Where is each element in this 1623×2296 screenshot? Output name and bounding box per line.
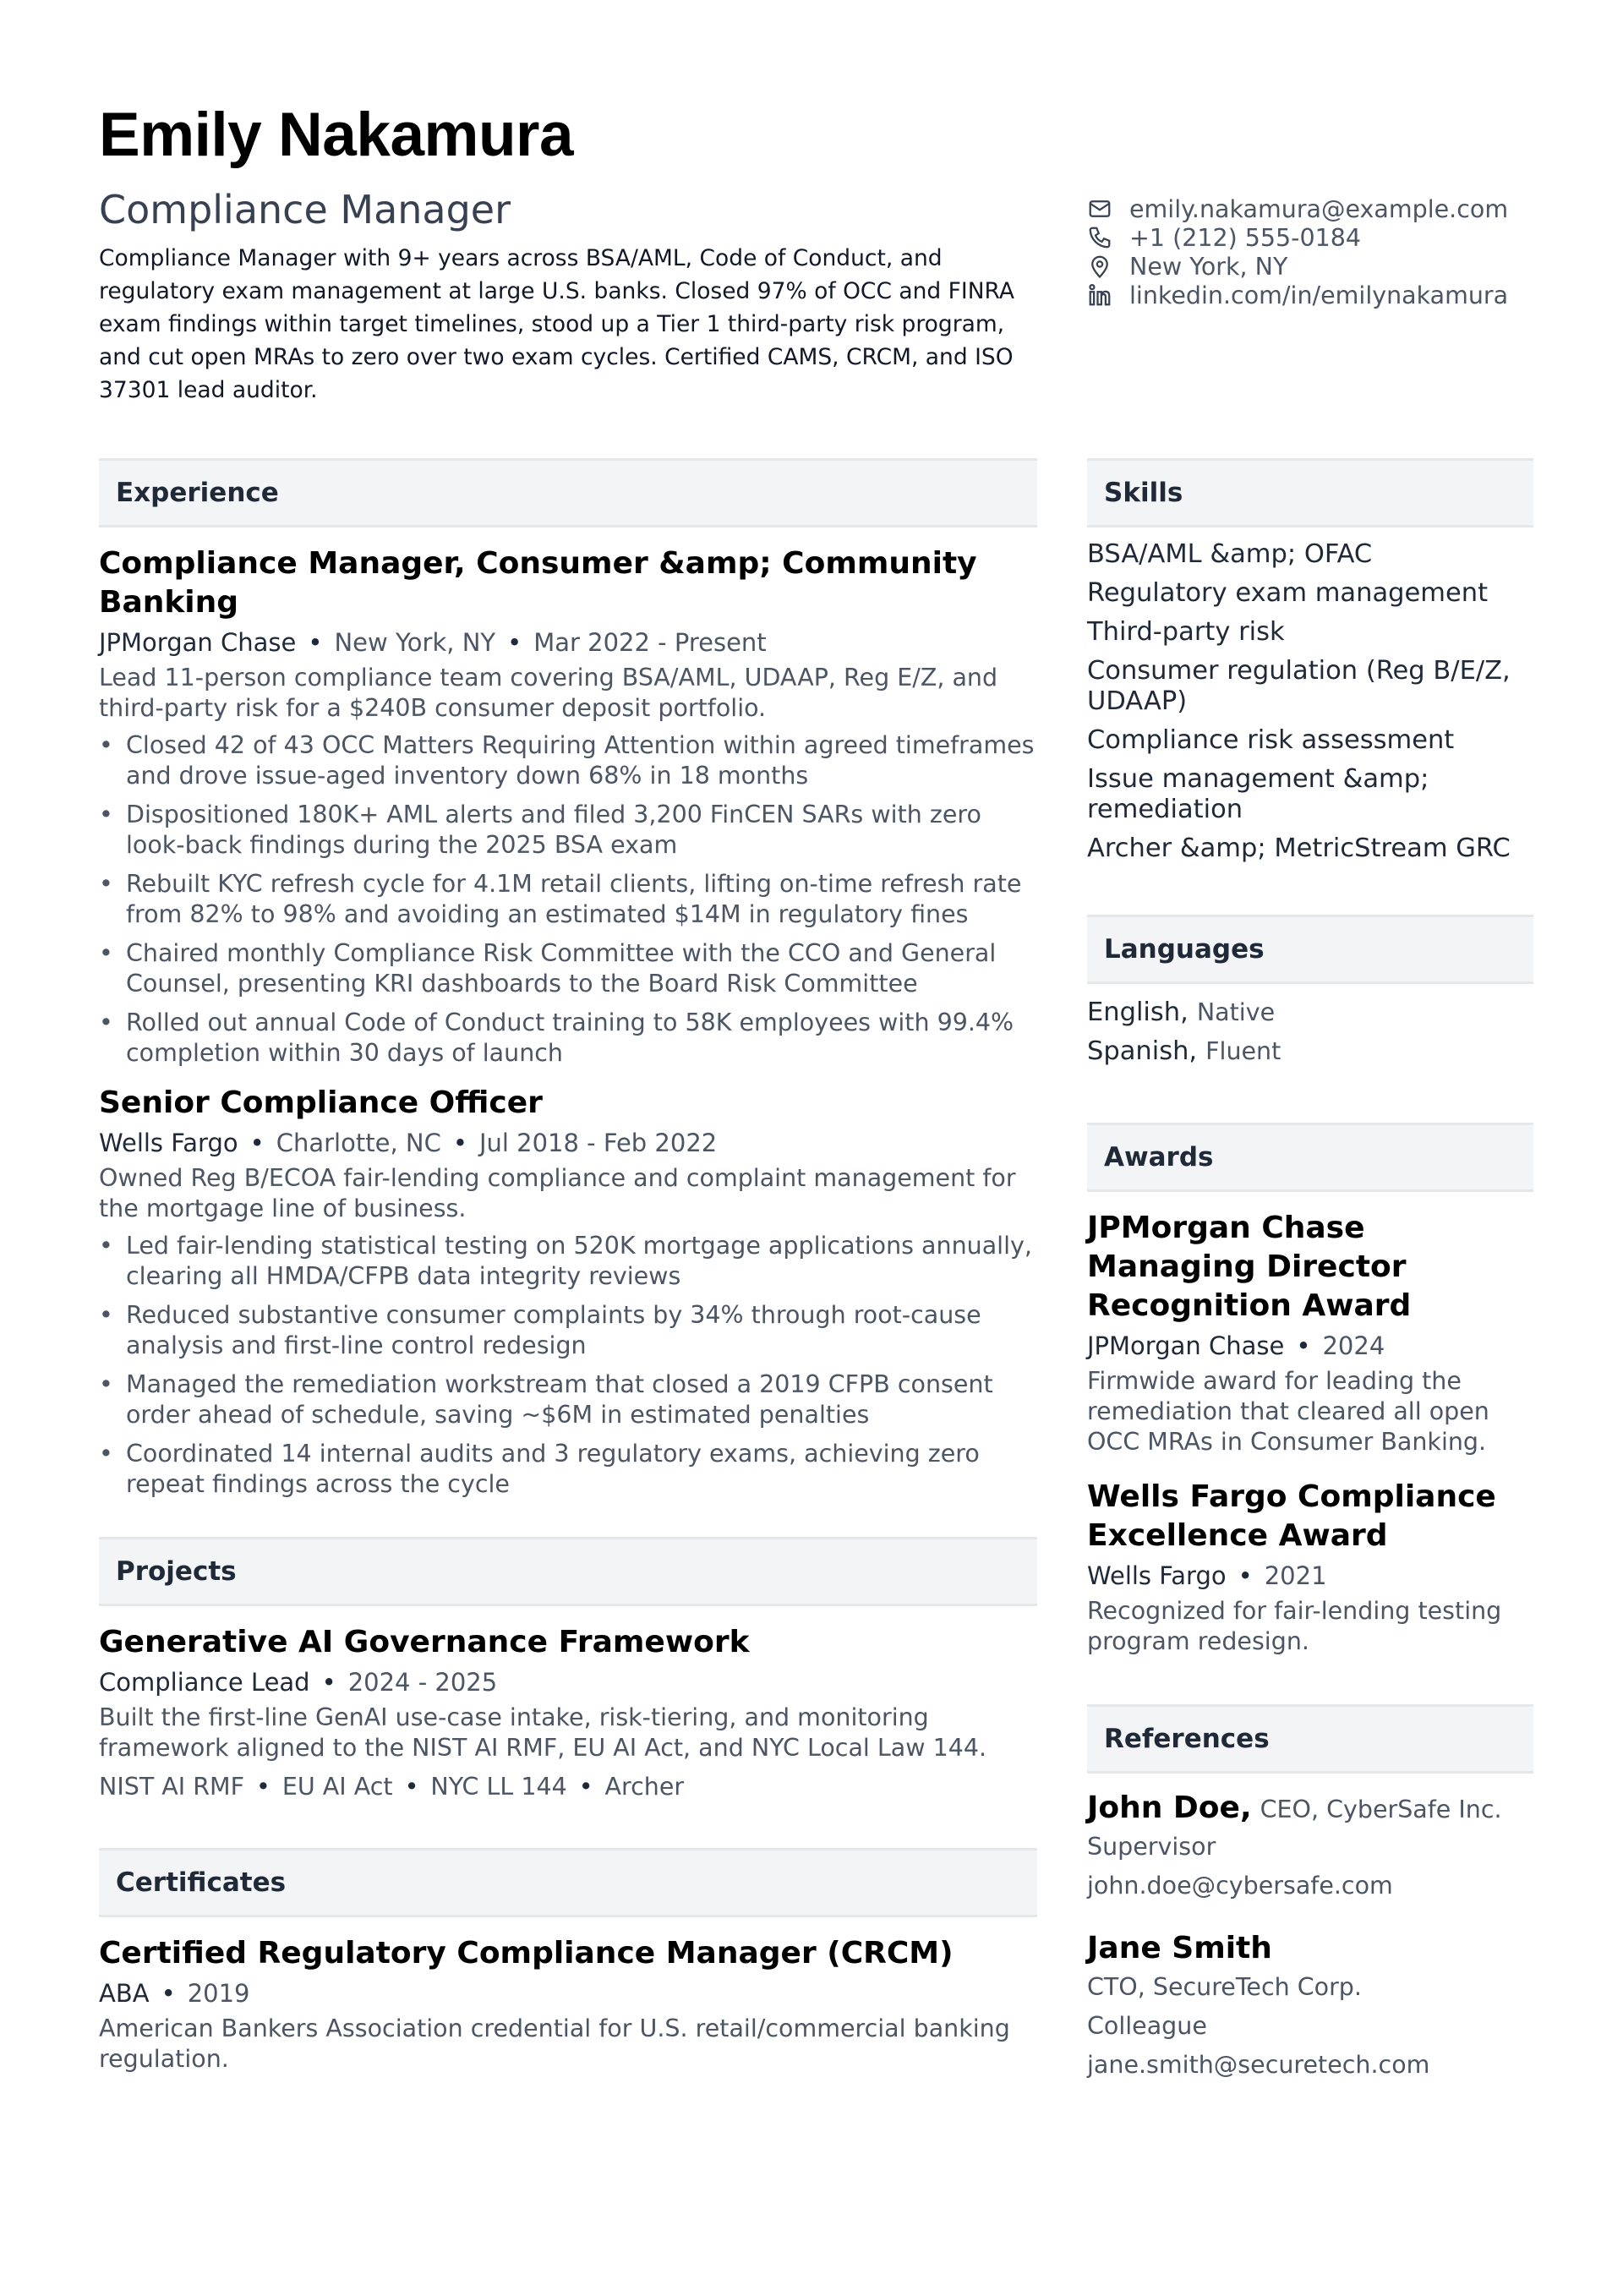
phone-text: +1 (212) 555-0184 [1129, 223, 1361, 252]
project-tags: NIST AI RMF • EU AI Act • NYC LL 144 • Archer [99, 1773, 685, 1801]
skill-item: Third-party risk [1087, 617, 1285, 647]
language-item [1087, 1036, 1533, 1067]
skill-item: Archer &amp; MetricStream GRC [1087, 834, 1511, 863]
list-item: • Closed 42 of 43 OCC Matters Requiring Attention within agreed timeframes and drove issue-aged inventory down 68% in 18 months [99, 730, 1037, 791]
section-heading-certificates: Certificates [99, 1848, 1037, 1917]
award-meta: JPMorgan Chase • 2024 [1087, 1331, 1385, 1360]
experience-entry [99, 1084, 1037, 1500]
job-dates: Mar 2022 - Present [533, 628, 767, 657]
job-bullets [99, 1231, 1037, 1500]
section-heading-experience: Experience [99, 458, 1037, 528]
candidate-name: Emily Nakamura [99, 101, 574, 169]
job-meta: Wells Fargo • Charlotte, NC • Jul 2018 - Feb 2022 [99, 1129, 718, 1157]
certificate-meta: ABA • 2019 [99, 1979, 250, 2008]
award-year: 2021 [1264, 1561, 1327, 1590]
job-company: JPMorgan Chase [99, 628, 297, 657]
reference-relation: Colleague [1087, 2012, 1207, 2040]
languages-list [1087, 998, 1533, 1067]
list-item: • Led fair-lending statistical testing on 520K mortgage applications annually, clearing all HMDA/CFPB data integrity reviews [99, 1231, 1037, 1292]
section-heading-skills: Skills [1087, 458, 1533, 528]
location-pin-icon [1087, 254, 1112, 279]
section-heading-languages: Languages [1087, 915, 1533, 984]
list-item: • Rolled out annual Code of Conduct training to 58K employees with 99.4% completion within 30 days of launch [99, 1008, 1037, 1069]
reference-entry [1087, 1789, 1533, 1905]
reference-position: CTO, SecureTech Corp. [1087, 1973, 1362, 2001]
award-issuer: JPMorgan Chase [1087, 1331, 1285, 1360]
list-item: • Dispositioned 180K+ AML alerts and filed 3,200 FinCEN SARs with zero look-back findings during the 2025 BSA exam [99, 800, 1037, 861]
list-item: • Rebuilt KYC refresh cycle for 4.1M retail clients, lifting on-time refresh rate from 82% to 98% and avoiding an estimated $14M in regulatory fines [99, 869, 1037, 930]
skill-item: Regulatory exam management [1087, 578, 1489, 608]
reference-position: CEO, CyberSafe Inc. [1260, 1796, 1502, 1823]
award-description: Firmwide award for leading the remediation that cleared all open OCC MRAs in Consumer Banking. [1087, 1367, 1489, 1456]
job-meta: JPMorgan Chase • New York, NY • Mar 2022 - Present [99, 628, 767, 657]
job-bullets [99, 730, 1037, 1069]
job-title: Compliance Manager, Consumer &amp; Community Banking [99, 546, 977, 620]
job-dates: Jul 2018 - Feb 2022 [478, 1129, 718, 1157]
project-tag: EU AI Act [281, 1773, 393, 1801]
award-entry [1087, 1478, 1533, 1657]
project-tag: Archer [604, 1773, 685, 1801]
contact-location [1087, 252, 1527, 281]
list-item: • Reduced substantive consumer complaints by 34% through root-cause analysis and first-line control redesign [99, 1300, 1037, 1361]
award-year: 2024 [1322, 1331, 1385, 1360]
candidate-title: Compliance Manager [99, 187, 511, 232]
job-description: Lead 11-person compliance team covering BSA/AML, UDAAP, Reg E/Z, and third-party risk for a $240B consumer deposit portfolio. [99, 664, 998, 722]
job-location: New York, NY [334, 628, 496, 657]
summary-text: Compliance Manager with 9+ years across BSA/AML, Code of Conduct, and regulatory exam management at large U.S. banks. Closed 97% of OCC and FINRA exam findings within target timelines, stood up a Tier 1 third-party risk program, and cut open MRAs to zero over two exam cycles. Certified CAMS, CRCM, and ISO 37301 lead auditor. [99, 245, 1014, 403]
certificate-year: 2019 [187, 1979, 250, 2008]
job-title: Senior Compliance Officer [99, 1085, 543, 1120]
language-level: Native [1196, 998, 1276, 1026]
reference-name: John Doe, [1087, 1790, 1252, 1825]
skill-item: Issue management &amp; remediation [1087, 764, 1429, 824]
language-level: Fluent [1205, 1037, 1281, 1065]
award-title: JPMorgan Chase Managing Director Recognition Award [1087, 1211, 1412, 1323]
project-role: Compliance Lead [99, 1668, 310, 1697]
contact-linkedin[interactable] [1087, 281, 1527, 309]
reference-email[interactable]: john.doe@cybersafe.com [1087, 1872, 1393, 1900]
list-item: • Coordinated 14 internal audits and 3 regulatory exams, achieving zero repeat findings across the cycle [99, 1439, 1037, 1500]
certificate-issuer: ABA [99, 1979, 150, 2008]
section-heading-awards: Awards [1087, 1123, 1533, 1192]
section-heading-references: References [1087, 1704, 1533, 1774]
project-dates: 2024 - 2025 [347, 1668, 498, 1697]
language-name: Spanish, [1087, 1036, 1198, 1066]
reference-entry [1087, 1929, 1533, 2085]
linkedin-icon [1087, 282, 1112, 308]
email-text: emily.nakamura@example.com [1129, 194, 1509, 223]
contact-phone[interactable] [1087, 223, 1527, 252]
reference-name: Jane Smith [1087, 1931, 1272, 1965]
project-tag: NIST AI RMF [99, 1773, 245, 1801]
award-description: Recognized for fair-lending testing program redesign. [1087, 1597, 1502, 1655]
certificate-description: American Bankers Association credential for U.S. retail/commercial banking regulation. [99, 2014, 1010, 2073]
language-item [1087, 998, 1533, 1028]
contact-block [1087, 194, 1527, 309]
main-column [99, 458, 1037, 2075]
certificate-entry [99, 1934, 1037, 2075]
linkedin-text: linkedin.com/in/emilynakamura [1129, 281, 1509, 309]
language-name: English, [1087, 998, 1189, 1027]
award-meta: Wells Fargo • 2021 [1087, 1561, 1327, 1590]
award-entry [1087, 1209, 1533, 1457]
job-company: Wells Fargo [99, 1129, 238, 1157]
location-text: New York, NY [1129, 252, 1288, 281]
section-heading-projects: Projects [99, 1537, 1037, 1606]
phone-icon [1087, 225, 1112, 250]
project-description: Built the first-line GenAI use-case intake, risk-tiering, and monitoring framework aligned to the NIST AI RMF, EU AI Act, and NYC Local Law 144. [99, 1703, 987, 1762]
award-issuer: Wells Fargo [1087, 1561, 1227, 1590]
certificate-title: Certified Regulatory Compliance Manager (CRCM) [99, 1936, 954, 1971]
skill-item: Compliance risk assessment [1087, 725, 1455, 755]
reference-header [1087, 1789, 1533, 1828]
skill-item: BSA/AML &amp; OFAC [1087, 539, 1373, 569]
project-title: Generative AI Governance Framework [99, 1625, 750, 1659]
mail-icon [1087, 196, 1112, 221]
list-item: • Chaired monthly Compliance Risk Committee with the CCO and General Counsel, presenting KRI dashboards to the Board Risk Committee [99, 938, 1037, 999]
reference-relation: Supervisor [1087, 1833, 1216, 1861]
project-tag: NYC LL 144 [430, 1773, 567, 1801]
sidebar-column [1087, 458, 1533, 2085]
list-item: • Managed the remediation workstream that closed a 2019 CFPB consent order ahead of schedule, saving ~$6M in estimated penalties [99, 1369, 1037, 1430]
project-entry [99, 1623, 1037, 1804]
experience-entry [99, 544, 1037, 1069]
resume-header [99, 101, 1046, 407]
skill-item: Consumer regulation (Reg B/E/Z, UDAAP) [1087, 656, 1511, 716]
skills-list [1087, 539, 1533, 864]
project-meta: Compliance Lead • 2024 - 2025 [99, 1668, 498, 1697]
job-description: Owned Reg B/ECOA fair-lending compliance and complaint management for the mortgage line of business. [99, 1164, 1016, 1222]
contact-email[interactable] [1087, 194, 1527, 223]
award-title: Wells Fargo Compliance Excellence Award [1087, 1479, 1496, 1553]
job-location: Charlotte, NC [276, 1129, 441, 1157]
reference-email[interactable]: jane.smith@securetech.com [1087, 2051, 1430, 2079]
